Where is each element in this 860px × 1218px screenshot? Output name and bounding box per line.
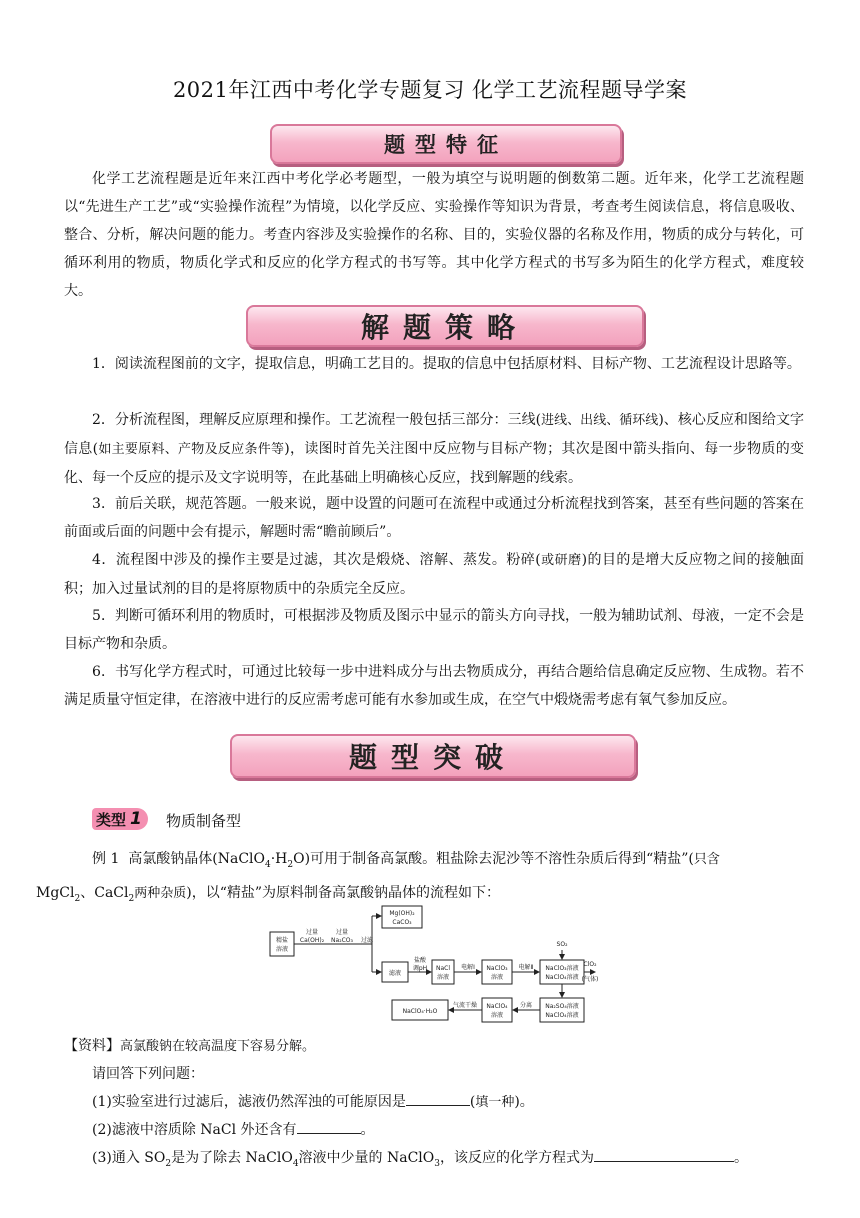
- flow-label: 过量: [305, 929, 319, 936]
- flow-label: NaClO₄溶液: [545, 1012, 579, 1019]
- flow-label: 溶液: [490, 1012, 504, 1019]
- type-badge-label: 类型: [96, 810, 127, 829]
- flow-label: NaCl: [435, 965, 451, 972]
- example-note: 只含: [693, 852, 720, 867]
- flow-label: NaClO₄溶液: [545, 974, 579, 981]
- strategy-item-5: [64, 602, 804, 658]
- flow-label: 溶液: [490, 974, 504, 981]
- strategy-text: )、核心反应和图给文字信息(: [64, 412, 804, 457]
- ziliao-text: 高氯酸钠在较高温度下容易分解。: [120, 1039, 316, 1054]
- subscript: 4: [265, 859, 271, 870]
- strategy-item-4: [64, 546, 804, 603]
- example-text: )，以“精盐”为原料制备高氯酸钠晶体的流程如下：: [186, 884, 501, 901]
- flow-label: ClO₂: [583, 961, 597, 968]
- section-banner-strategy: [246, 305, 644, 347]
- strategy-item-6: [64, 658, 804, 714]
- question-text: 。: [360, 1122, 375, 1138]
- answer-blank[interactable]: [297, 1117, 361, 1134]
- flow-label: 过量: [335, 929, 349, 936]
- strategy-note: 进线、出线、循环线: [541, 413, 659, 428]
- strategy-text: 1．阅读流程图前的文字，提取信息，明确工艺目的。提取的信息中包括原材料、目标产物、工艺流程设计思路等。: [92, 356, 801, 372]
- strategy-note: 如主要原料、产物及反应条件等: [98, 442, 285, 457]
- subscript: 2: [287, 859, 294, 870]
- flow-label: SO₂: [556, 941, 568, 948]
- section-label: 题型突破: [348, 741, 517, 774]
- flow-label: Mg(OH)₂: [389, 910, 415, 917]
- document-title: 2021年江西中考化学专题复习 化学工艺流程题导学案: [172, 78, 688, 102]
- flow-label: 盐酸: [413, 957, 427, 964]
- question-text: 是为了除去 NaClO: [171, 1150, 293, 1166]
- question-text: (2)滤液中溶质除 NaCl 外还含有: [92, 1122, 297, 1138]
- strategy-text: 4．流程图中涉及的操作主要是过滤，其次是煅烧、溶解、蒸发。粉碎(: [92, 552, 541, 568]
- process-flow-diagram: [268, 904, 598, 1026]
- example-text: 高氯酸钠晶体(NaClO: [128, 851, 265, 867]
- answer-blank[interactable]: [594, 1145, 734, 1162]
- subscript: 4: [292, 1158, 299, 1169]
- question-text: ，该反应的化学方程式为: [440, 1150, 594, 1166]
- example-1-text: [36, 845, 804, 913]
- ziliao-line: [64, 1032, 315, 1061]
- subscript: 3: [434, 1158, 440, 1169]
- example-text: 、CaCl: [80, 884, 129, 901]
- question-text: (1)实验室进行过滤后，滤液仍然浑浊的可能原因是: [92, 1094, 406, 1110]
- type-badge-number: 1: [130, 809, 142, 829]
- question-note: 填一种: [475, 1095, 515, 1110]
- subscript: 2: [74, 893, 81, 904]
- flow-label: CaCO₃: [392, 919, 412, 926]
- features-paragraph: 化学工艺流程题是近年来江西中考化学必考题型，一般为填空与说明题的倒数第二题。近年来，化学工艺流程题以“先进生产工艺”或“实验操作流程”为情境，以化学反应、实验操作等知识为背景，考查考生阅读信息，将信息吸收、整合、分析，解决问题的能力。考查内容涉及实验操作的名称、目的，实验仪器的名称及作用，物质的成分与转化，可循环利用的物质，物质化学式和反应的化学方程式的书写等。其中化学方程式的书写多为陌生的化学方程式，难度较大。: [64, 171, 804, 299]
- example-text: ·H: [270, 851, 288, 867]
- section-label: 题型特征: [384, 133, 508, 157]
- strategy-item-3: [64, 490, 804, 546]
- subscript: 2: [165, 1158, 172, 1169]
- flow-label: NaClO₄: [486, 1003, 508, 1010]
- flow-label: Ca(OH)₂: [299, 937, 325, 944]
- flow-label: 电解Ⅰ: [461, 964, 475, 971]
- question-3: [92, 1144, 748, 1178]
- question-text: 溶液中少量的 NaClO: [298, 1150, 435, 1166]
- answer-blank[interactable]: [406, 1089, 470, 1106]
- strategy-item-2: [64, 406, 804, 492]
- type-badge: [92, 808, 148, 830]
- flow-label: 电解Ⅱ: [518, 964, 534, 971]
- section-label: 解题策略: [360, 311, 529, 344]
- prompt-line: 请回答下列问题：: [92, 1066, 204, 1082]
- flow-label: 调pH: [412, 965, 428, 972]
- section-banner-breakthrough: [230, 734, 636, 778]
- flow-label: 过滤: [360, 937, 374, 944]
- question-text: (3)通入 SO: [92, 1150, 166, 1166]
- question-text: 。: [734, 1150, 748, 1166]
- example-label: 例 1: [92, 851, 120, 867]
- flow-label: Na₂CO₃: [331, 937, 353, 944]
- strategy-text: 6．书写化学方程式时，可通过比较每一步中进料成分与出去物质成分，再结合题给信息确定反应物、生成物。若不满足质量守恒定律，在溶液中进行的反应需考虑可能有水参加或生成，在空气中煅烧需考虑有氧气参加反应。: [64, 664, 804, 708]
- question-text: 。: [519, 1094, 534, 1110]
- subscript: 2: [128, 893, 135, 904]
- strategy-text: 2．分析流程图，理解反应原理和操作。工艺流程一般包括三部分：三线(: [92, 412, 542, 428]
- example-note: 两种杂质: [134, 885, 187, 901]
- strategy-note: 或研磨: [540, 553, 582, 568]
- flow-label: 分离: [519, 1002, 533, 1009]
- strategy-text: )，读图时首先关注图中反应物与目标产物；其次是图中箭头指向、每一步物质的变化、每一个反应的提示及文字说明等，在此基础上明确核心反应，找到解题的线索。: [64, 441, 804, 486]
- strategy-text: 3．前后关联，规范答题。一般来说，题中设置的问题可在流程中或通过分析流程找到答案，甚至有些问题的答案在前面或后面的问题中会有提示，解题时需“瞻前顾后”。: [64, 496, 804, 540]
- strategy-item-1: [64, 350, 804, 378]
- flow-label: NaClO₄·H₂O: [402, 1008, 438, 1015]
- strategy-text: )的目的是增大反应物之间的接触面积；加入过量试剂的目的是将原物质中的杂质完全反应。: [64, 552, 804, 597]
- flow-label: (气体): [581, 976, 598, 983]
- flow-label: 气流干燥: [452, 1002, 478, 1009]
- strategy-text: 5．判断可循环利用的物质时，可根据涉及物质及图示中显示的箭头方向寻找，一般为辅助试剂、母液，一定不会是目标产物和杂质。: [64, 608, 804, 652]
- example-text: O)可用于制备高氯酸。粗盐除去泥沙等不溶性杂质后得到“精盐”(: [293, 851, 694, 867]
- section-banner-features: [270, 124, 622, 164]
- flow-label: 滤液: [388, 970, 402, 977]
- flow-label: 精盐: [275, 937, 289, 944]
- flow-label: NaClO₃: [486, 965, 508, 972]
- type-name: 物质制备型: [166, 812, 242, 830]
- flow-label: Na₂SO₄溶液: [545, 1003, 579, 1010]
- example-text: MgCl: [36, 884, 75, 901]
- flow-label: 溶液: [436, 974, 450, 981]
- ziliao-tag: 【资料】: [64, 1038, 120, 1054]
- flow-label: 溶液: [275, 946, 289, 953]
- question-2: [92, 1116, 375, 1144]
- flow-label: NaClO₃溶液: [545, 965, 579, 972]
- question-1: (1)实验室进行过滤后，滤液仍然浑浊的可能原因是 (填一种)。: [92, 1088, 534, 1117]
